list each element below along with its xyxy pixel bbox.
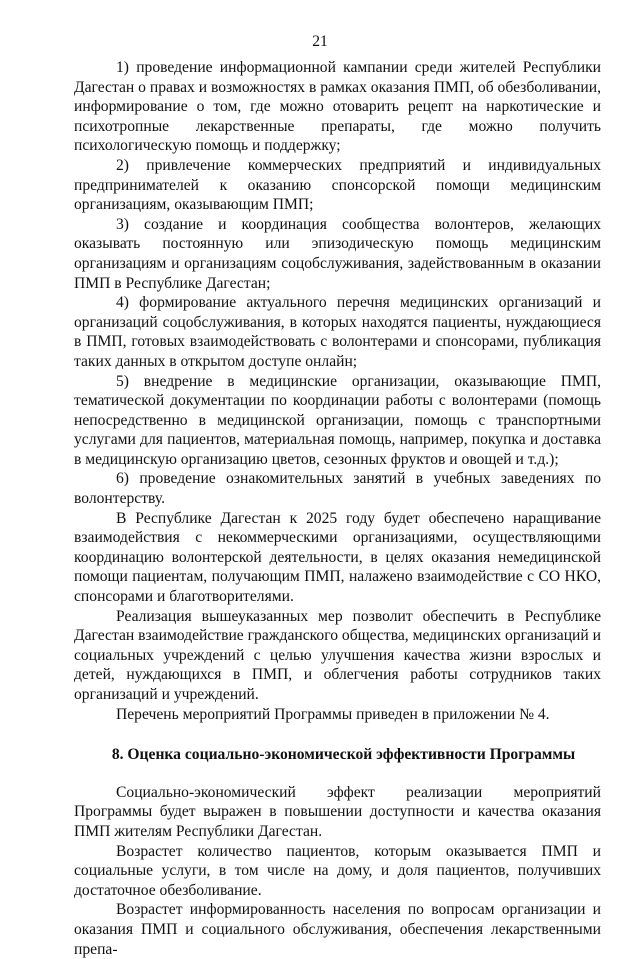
list-item-5: 5) внедрение в медицинские организации, оказывающие ПМП, тематической документации по координации работы с волонтерами (помощь непосредственно в медицинской организации, помощь с транспортными услугами для пациентов, материальная помощь, например, покупка и доставка в медицинскую организацию цветов, сезонных фруктов и овощей и т.д.);	[74, 372, 601, 468]
paragraph-implementation: Реализация вышеуказанных мер позволит обеспечить в Республике Дагестан взаимодействие гражданского общества, медицинских организаций и социальных учреждений с целью улучшения качества жизни взрослых и детей, нуждающихся в ПМП, и облегчения работы сотрудников таких организаций и учреждений.	[74, 607, 601, 703]
page-number: 21	[312, 33, 328, 50]
list-item-2: 2) привлечение коммерческих предприятий и индивидуальных предпринимателей к оказанию спонсорской помощи медицинским организациям, оказывающим ПМП;	[74, 156, 601, 214]
list-item-3: 3) создание и координация сообщества волонтеров, желающих оказывать постоянную или эпизодическую помощь медицинским организациям и организациям соцобслуживания, задействованным в оказании ПМП в Республике Дагестан;	[74, 215, 601, 292]
paragraph-cooperation: В Республике Дагестан к 2025 году будет обеспечено наращивание взаимодействия с некоммерческими организациями, осуществляющими координацию волонтерской деятельности, в целях оказания немедицинской помощи пациентам, получающим ПМП, налажено взаимодействие с СО НКО, спонсорами и благотворителями.	[74, 509, 601, 606]
list-item-6: 6) проведение ознакомительных занятий в учебных заведениях по волонтерству.	[74, 470, 601, 508]
list-item-1: 1) проведение информационной кампании среди жителей Республики Дагестан о правах и возможностях в рамках оказания ПМП, об обезболивании, информирование о том, где можно отоварить рецепт на наркотические и психотропные лекарственные препараты, где можно получить психологическую помощь и поддержку;	[74, 59, 601, 155]
paragraph-appendix-reference: Перечень мероприятий Программы приведен в приложении № 4.	[116, 705, 550, 723]
list-item-4: 4) формирование актуального перечня медицинских организаций и организаций соцобслуживания, в которых находятся пациенты, нуждающиеся в ПМП, готовых взаимодействовать с волонтерами и спонсорами, публикация таких данных в открытом доступе онлайн;	[74, 294, 601, 370]
paragraph-economic-effect: Социально-экономический эффект реализации мероприятий Программы будет выражен в повышении доступности и качества оказания ПМП жителям Республики Дагестан.	[74, 783, 601, 840]
section-heading: 8. Оценка социально-экономической эффективности Программы	[111, 746, 576, 764]
paragraph-awareness-growth: Возрастет информированность населения по вопросам организации и оказания ПМП и социального обслуживания, обеспечения лекарственными препа-	[74, 901, 601, 958]
paragraph-patients-growth: Возрастет количество пациентов, которым оказывается ПМП и социальные услуги, в том числе на дому, и доля пациентов, получивших достаточное обезболивание.	[74, 842, 601, 899]
page-content	[74, 58, 601, 959]
